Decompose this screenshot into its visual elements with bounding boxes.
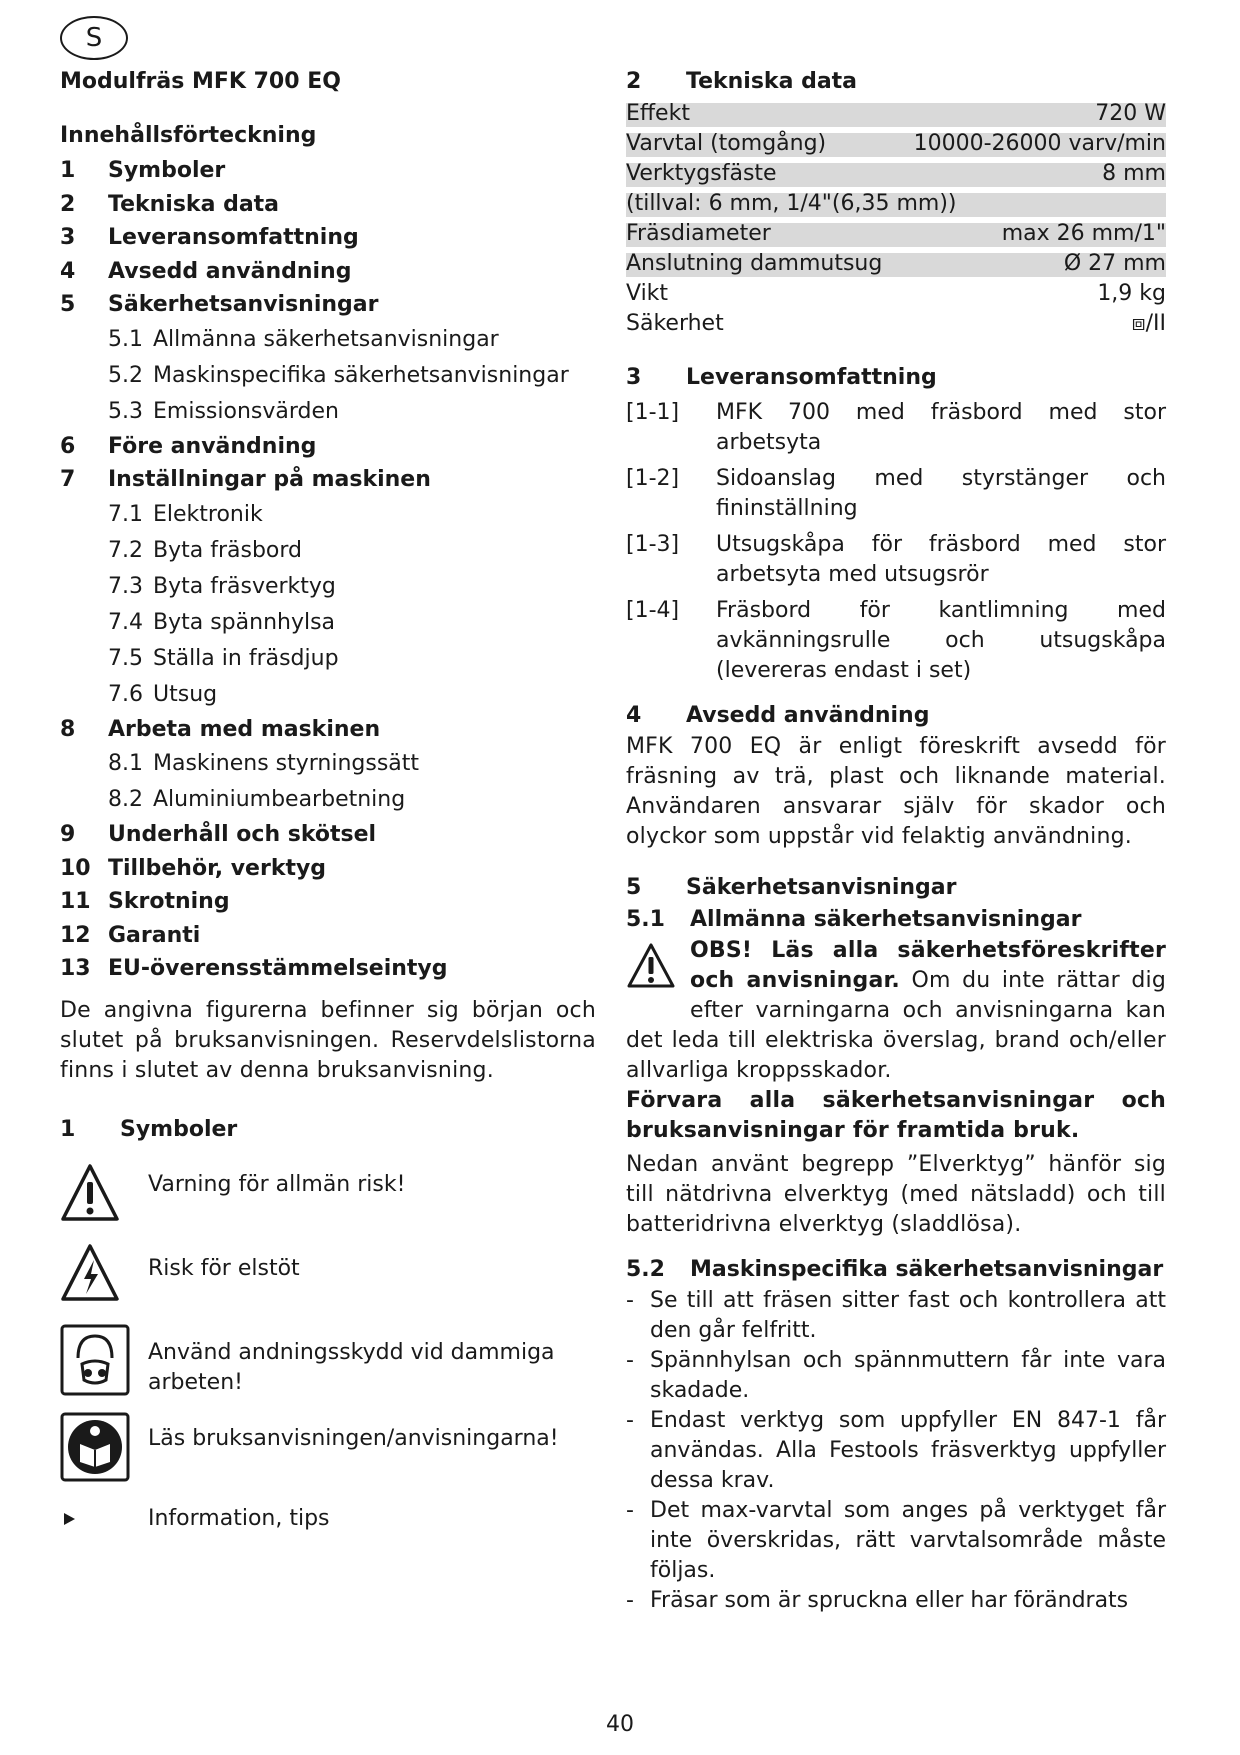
section-title: Tekniska data [686,69,858,94]
warning-triangle-icon [60,1162,148,1228]
bullet-dash: - [626,1408,634,1433]
section-title: Säkerhetsanvisningar [686,875,957,900]
toc-item [60,154,596,188]
toc-label: Aluminiumbearbetning [153,787,406,812]
bullet-dash: - [626,1498,634,1523]
bullet-text: Det max-varvtal som anges på verktyget får inte överskridas, rätt varvtalsområde måste följas. [650,1498,1166,1583]
section-heading-intended-use [626,700,1166,732]
section-number: 5.1 [626,907,665,932]
table-of-contents [60,154,596,986]
toc-label: Utsug [153,681,218,707]
tech-data-row [626,100,1166,130]
symbol-text: Risk för elstöt [148,1255,300,1281]
toc-label: Symboler [108,158,226,183]
warning-triangle-icon [626,942,676,994]
toc-item [60,430,596,464]
section-heading-machine-safety [626,1254,1166,1286]
language-badge: S [60,16,128,60]
safety-bullet-list [626,1286,1166,1616]
tech-value: 1,9 kg [1097,281,1166,306]
section-number: 2 [626,69,642,94]
section-title: Allmänna säkerhetsanvisningar [690,907,1082,932]
toc-item [60,818,596,852]
product-title: Modulfräs MFK 700 EQ [60,69,341,94]
toc-item [60,885,596,919]
row-shading [626,103,1166,127]
left-column [60,64,596,1538]
tech-label: Fräsdiameter [626,221,771,246]
tech-value: 10000-26000 varv/min [913,131,1166,156]
toc-label: Före användning [108,433,317,459]
section-title: Avsedd användning [686,703,930,728]
toc-number: 9 [60,822,76,847]
tech-data-table [626,100,1166,340]
scope-text: Fräsbord för kantlimning med avkänningsrulle och utsugskåpa (levereras endast i set) [716,598,1166,683]
toc-item [60,641,596,677]
section-heading-safety [626,872,1166,904]
symbol-row [60,1324,596,1412]
bullet-dash: - [626,1588,634,1613]
tech-data-row [626,280,1166,310]
section-number: 5.2 [626,1257,665,1282]
right-column [626,64,1166,1616]
bullet-text: Fräsar som är spruckna eller har förändrats [650,1588,1129,1613]
bullet-text: Spännhylsan och spännmuttern får inte vara skadade. [650,1348,1166,1403]
section-title: Maskinspecifika säkerhetsanvisningar [690,1257,1164,1282]
section-number: 3 [626,365,642,390]
toc-number: 7.4 [108,609,143,635]
scope-item [626,464,1166,524]
toc-item [60,852,596,886]
scope-item [626,398,1166,458]
symbol-list [60,1162,596,1538]
tech-label: Effekt [626,101,690,126]
intended-use-paragraph: MFK 700 EQ är enligt föreskrift avsedd för fräsning av trä, plast och liknande material. Användaren ansvarar själv för skador och olyckor som uppstår vid felaktig användning. [626,734,1166,849]
toc-number: 7.6 [108,681,143,707]
toc-item [60,746,596,782]
tech-data-row [626,130,1166,160]
respirator-mask-icon [60,1324,148,1400]
section-heading-general-safety [626,904,1166,936]
scope-text: Utsugskåpa för fräsbord med stor arbetsyta med utsugsrör [716,532,1166,587]
list-item [626,1586,1166,1616]
toc-label: Maskinspecifika säkerhetsanvisningar [153,362,569,388]
figure-reference: [1-1] [626,400,680,425]
section-number: 4 [626,703,642,728]
tech-label: Säkerhet [626,311,724,336]
toc-item [60,188,596,222]
bullet-text: Endast verktyg som uppfyller EN 847-1 får användas. Alla Festools fräsverktyg uppfyller dessa krav. [650,1408,1166,1493]
toc-label: Maskinens styrningssätt [153,751,420,776]
tech-value: max 26 mm/1" [1001,221,1166,246]
tech-data-row [626,220,1166,250]
tech-value: 8 mm [1102,161,1166,186]
toc-heading: Innehållsförteckning [60,123,317,148]
toc-label: Leveransomfattning [108,225,359,250]
toc-number: 8.2 [108,787,143,812]
toc-label: Skrotning [108,889,230,914]
list-item [626,1406,1166,1496]
scope-text: Sidoanslag med styrstänger och fininställning [716,466,1166,521]
toc-number: 7.1 [108,501,143,527]
toc-number: 4 [60,258,76,284]
symbol-row [60,1504,596,1538]
toc-label: Ställa in fräsdjup [153,645,339,671]
scope-item [626,596,1166,686]
symbol-row [60,1412,596,1504]
section-heading-tech-data [626,64,1166,100]
scope-text: MFK 700 med fräsbord med stor arbetsyta [716,400,1166,455]
toc-label: Byta fräsbord [153,537,302,563]
toc-number: 3 [60,225,76,250]
warning-paragraph [626,936,1166,1086]
toc-number: 1 [60,158,76,183]
toc-item [60,288,596,322]
tech-label: Verktygsfäste [626,161,777,186]
toc-label: Elektronik [153,501,263,527]
section-number: 5 [626,875,642,900]
electric-shock-icon [60,1242,148,1308]
figure-reference: [1-2] [626,466,680,491]
section-heading-scope [626,362,1166,394]
section-number: 1 [60,1116,76,1142]
toc-label: Underhåll och skötsel [108,822,377,847]
bullet-text: Se till att fräsen sitter fast och kontrollera att den går felfritt. [650,1288,1166,1343]
read-manual-icon [60,1412,148,1486]
tech-data-row [626,310,1166,340]
figure-reference: [1-3] [626,532,680,557]
symbol-text: Information, tips [148,1505,330,1531]
page-number: 40 [606,1712,634,1737]
toc-number: 10 [60,855,91,881]
toc-item [60,255,596,289]
toc-label: Tekniska data [108,191,280,217]
intro-paragraph: De angivna figurerna befinner sig början och slutet på bruksanvisningen. Reservdelslistorna finns i slutet av denna bruksanvisning. [60,997,596,1083]
toc-number: 5.1 [108,326,143,352]
symbol-text: Läs bruksanvisningen/anvisningarna! [148,1425,559,1451]
figure-reference: [1-4] [626,598,680,623]
toc-label: Allmänna säkerhetsanvisningar [153,326,499,352]
toc-number: 8 [60,716,76,742]
toc-label: Byta fräsverktyg [153,573,336,599]
toc-label: Byta spännhylsa [153,609,336,635]
toc-number: 12 [60,922,91,948]
symbol-row [60,1242,596,1324]
tech-data-row [626,160,1166,190]
toc-item [60,322,596,358]
toc-label: EU-överensstämmelseintyg [108,956,448,981]
symbol-row [60,1162,596,1242]
toc-label: Inställningar på maskinen [108,467,431,492]
toc-item [60,497,596,533]
tech-label: (tillval: 6 mm, 1/4"(6,35 mm)) [626,191,957,216]
list-item [626,1346,1166,1406]
tech-label: Varvtal (tomgång) [626,131,827,156]
toc-item [60,605,596,641]
toc-number: 6 [60,433,76,459]
toc-item [60,569,596,605]
toc-number: 7.2 [108,537,143,563]
toc-number: 7.3 [108,573,143,599]
toc-number: 5.2 [108,362,143,388]
toc-item [60,919,596,953]
toc-number: 11 [60,889,91,914]
toc-number: 7.5 [108,645,143,671]
info-arrow-icon [60,1504,148,1538]
toc-item [60,221,596,255]
toc-item [60,782,596,818]
tech-data-row [626,250,1166,280]
toc-number: 13 [60,956,91,981]
warning-block [626,936,1166,1086]
toc-label: Arbeta med maskinen [108,716,381,742]
tech-value: 720 W [1095,101,1166,126]
bullet-dash: - [626,1288,634,1313]
toc-item [60,677,596,713]
tech-data-row [626,190,1166,220]
toc-label: Tillbehör, verktyg [108,855,327,881]
toc-label: Avsedd användning [108,258,352,284]
tech-label: Anslutning dammutsug [626,251,883,276]
symbol-text: Varning för allmän risk! [148,1171,406,1197]
warning-bold: OBS! Läs alla säkerhetsföreskrifter och anvisningar. [690,938,1166,993]
tech-value: ⧈/II [1131,311,1166,336]
toc-number: 5.3 [108,398,143,424]
symbol-text: Använd andningsskydd vid dammiga arbeten! [148,1339,555,1395]
scope-list [626,398,1166,686]
toc-number: 5 [60,292,76,317]
warning-text: Om du inte rättar dig efter varningarna och anvisningarna kan det leda till elektriska överslag, brand och/eller allvarliga kroppsskador. [626,968,1166,1083]
toc-item [60,533,596,569]
list-item [626,1496,1166,1586]
toc-label: Säkerhetsanvisningar [108,292,379,317]
tech-value: Ø 27 mm [1063,251,1166,276]
keep-instructions: Förvara alla säkerhetsanvisningar och bruksanvisningar för framtida bruk. [626,1088,1166,1143]
toc-item [60,358,596,394]
toc-number: 7 [60,467,76,492]
section-heading-symbols [60,1114,596,1146]
section-title: Symboler [120,1116,238,1142]
toc-number: 8.1 [108,751,143,776]
scope-item [626,530,1166,590]
tech-label: Vikt [626,281,669,306]
toc-item [60,713,596,747]
section-title: Leveransomfattning [686,365,937,390]
toc-item [60,394,596,430]
bullet-dash: - [626,1348,634,1373]
toc-item [60,463,596,497]
toc-item [60,952,596,986]
toc-number: 2 [60,191,76,217]
list-item [626,1286,1166,1346]
term-paragraph: Nedan använt begrepp ”Elverktyg” hänför sig till nätdrivna elverktyg (med nätsladd) och till batteridrivna elverktyg (sladdlösa). [626,1152,1166,1237]
toc-label: Emissionsvärden [153,398,339,424]
toc-label: Garanti [108,922,201,948]
